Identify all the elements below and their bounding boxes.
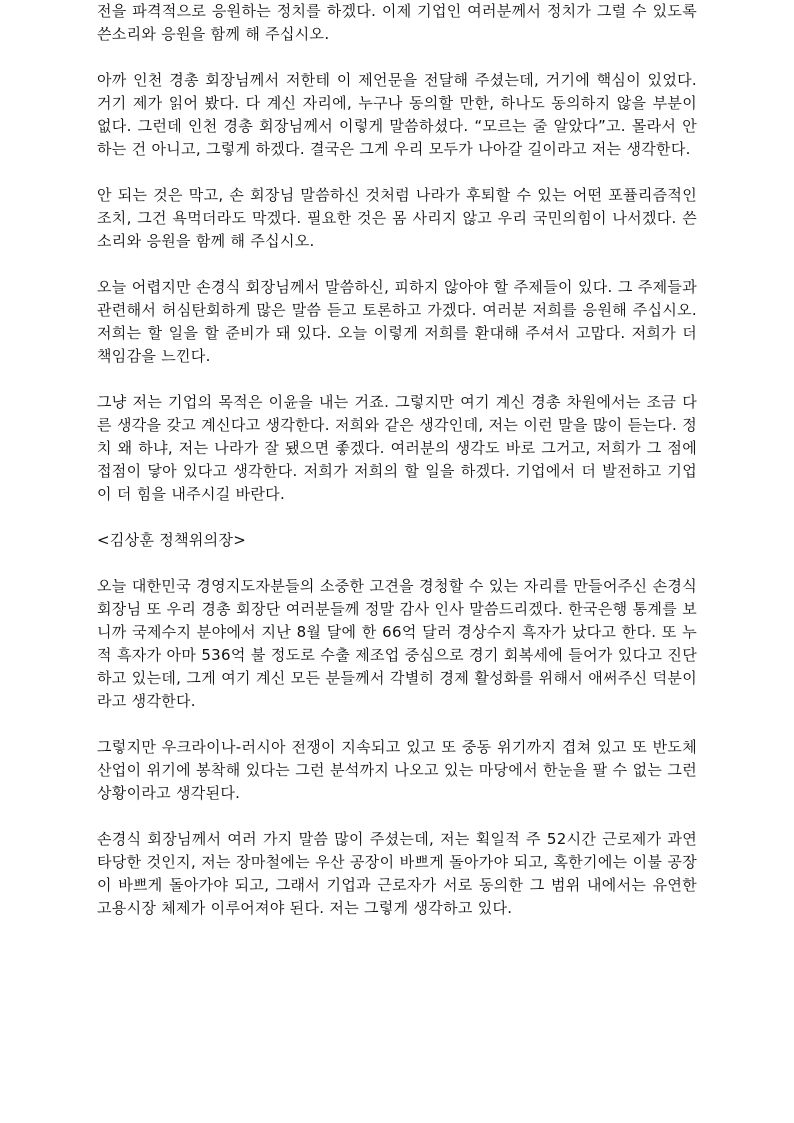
paragraph: 그렇지만 우크라이나-러시아 전쟁이 지속되고 있고 또 중동 위기까지 겹쳐 있고 또 반도체 산업이 위기에 봉착해 있다는 그런 분석까지 나오고 있는 마당에서 한눈을 팔 수 없는 그런 상황이라고 생각된다. <box>97 738 697 802</box>
paragraph: 그냥 저는 기업의 목적은 이윤을 내는 거죠. 그렇지만 여기 계신 경총 차원에서는 조금 다른 생각을 갖고 계신다고 생각한다. 저희와 같은 생각인데, 저는 이런 말을 많이 듣는다. 정치 왜 하냐, 저는 나라가 잘 됐으면 좋겠다. 여러분의 생각도 바로 그거고, 저희가 그 점에 접점이 닿아 있다고 생각한다. 저희가 저희의 할 일을 하겠다. 기업에서 더 발전하고 기업이 더 힘을 내주시길 바란다. <box>97 393 697 503</box>
paragraph: 아까 인천 경총 회장님께서 저한테 이 제언문을 전달해 주셨는데, 거기에 핵심이 있었다. 거기 제가 읽어 봤다. 다 계신 자리에, 누구나 동의할 만한, 하나도 동의하지 않을 부분이 없다. 그런데 인천 경총 회장님께서 이렇게 말씀하셨다. “모르는 줄 알았다”고. 몰라서 안 하는 건 아니고, 그렇게 하겠다. 결국은 그게 우리 모두가 나아갈 길이라고 저는 생각한다. <box>97 71 697 158</box>
paragraph: 전을 파격적으로 응원하는 정치를 하겠다. 이제 기업인 여러분께서 정치가 그럴 수 있도록 쓴소리와 응원을 함께 해 주십시오. <box>97 2 697 43</box>
speaker-heading: <김상훈 정책위의장> <box>97 531 247 549</box>
paragraph: 손경식 회장님께서 여러 가지 말씀 많이 주셨는데, 저는 획일적 주 52시간 근로제가 과연 타당한 것인지, 저는 장마철에는 우산 공장이 바쁘게 돌아가야 되고, 혹한기에는 이불 공장이 바쁘게 돌아가야 되고, 그래서 기업과 근로자가 서로 동의한 그 범위 내에서는 유연한 고용시장 체제가 이루어져야 된다. 저는 그렇게 생각하고 있다. <box>97 830 697 917</box>
paragraph: 오늘 대한민국 경영지도자분들의 소중한 고견을 경청할 수 있는 자리를 만들어주신 손경식 회장님 또 우리 경총 회장단 여러분들께 정말 감사 인사 말씀드리겠다. 한국은행 통계를 보니까 국제수지 분야에서 지난 8월 달에 한 66억 달러 경상수지 흑자가 났다고 한다. 또 누적 흑자가 아마 536억 불 정도로 수출 제조업 중심으로 경기 회복세에 들어가 있다고 진단하고 있는데, 그게 여기 계신 모든 분들께서 각별히 경제 활성화를 위해서 애써주신 덕분이라고 생각한다. <box>97 577 697 710</box>
paragraph: 오늘 어렵지만 손경식 회장님께서 말씀하신, 피하지 않아야 할 주제들이 있다. 그 주제들과 관련해서 허심탄회하게 많은 말씀 듣고 토론하고 가겠다. 여러분 저희를 응원해 주십시오. 저희는 할 일을 할 준비가 돼 있다. 오늘 이렇게 저희를 환대해 주셔서 고맙다. 저희가 더 책임감을 느낀다. <box>97 278 697 365</box>
document-page <box>97 0 697 943</box>
paragraph: 안 되는 것은 막고, 손 회장님 말씀하신 것처럼 나라가 후퇴할 수 있는 어떤 포퓰리즘적인 조치, 그건 욕먹더라도 막겠다. 필요한 것은 몸 사리지 않고 우리 국민의힘이 나서겠다. 쓴소리와 응원을 함께 해 주십시오. <box>97 186 697 250</box>
